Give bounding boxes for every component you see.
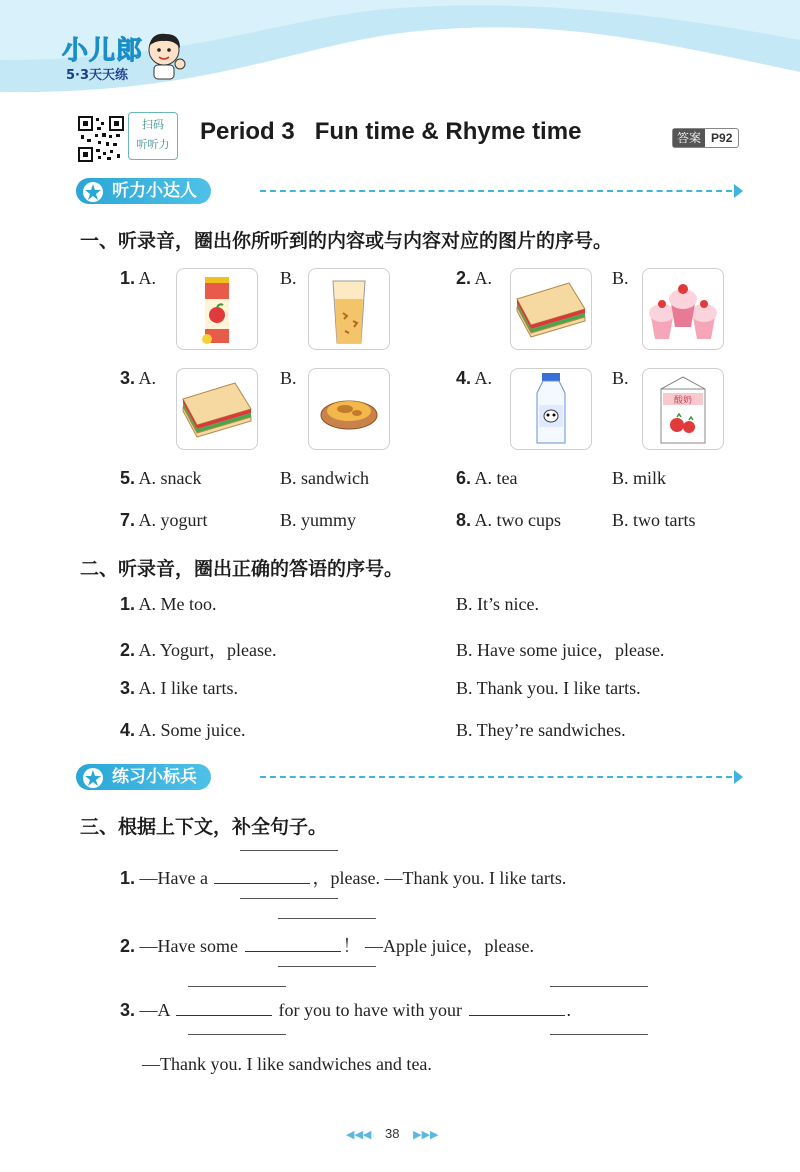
next-page-icon[interactable]: ▶▶▶ (413, 1129, 439, 1141)
p2-item-4-a[interactable]: 4. A. Some juice. (120, 720, 246, 740)
section-practice-title: 练习小标兵 (76, 764, 211, 790)
option-4b-yogurt-carton[interactable] (642, 368, 724, 450)
item-6-b[interactable]: B. milk (612, 468, 667, 488)
page-footer (346, 1126, 439, 1141)
arrow-right-icon (734, 184, 743, 198)
item-1b-label: B. (280, 268, 297, 288)
section-divider (260, 776, 732, 778)
option-2b-cupcakes[interactable] (642, 268, 724, 350)
option-1b-glass-of-tea[interactable] (308, 268, 390, 350)
section-listening-bar (76, 178, 746, 206)
item-3b-label: B. (280, 368, 297, 388)
answer-page-badge[interactable] (672, 128, 739, 148)
sentence-3-reply: —Thank you. I like sandwiches and tea. (142, 1054, 432, 1074)
p2-item-4-b[interactable]: B. They’re sandwiches. (456, 720, 626, 740)
option-1a-juice-box[interactable] (176, 268, 258, 350)
p2-item-2-b[interactable]: B. Have some juice，please. (456, 640, 665, 660)
egg-tart-icon (309, 369, 389, 449)
p2-item-3-b[interactable]: B. Thank you. I like tarts. (456, 678, 641, 698)
part3-heading: 三、根据上下文，补全句子。 (80, 816, 328, 838)
writing-guide-line (240, 898, 338, 899)
item-2b-label: B. (612, 268, 629, 288)
prev-page-icon[interactable]: ◀◀◀ (346, 1129, 372, 1141)
yogurt-carton-icon (643, 369, 723, 449)
blank-2-input[interactable] (245, 950, 341, 952)
writing-guide-line (278, 918, 376, 919)
star-icon (82, 767, 104, 789)
scan-to-listen-label (128, 112, 178, 160)
item-4-label: 4. A. (456, 368, 493, 388)
answer-label: 答案 (673, 129, 705, 147)
option-3a-sandwich[interactable] (176, 368, 258, 450)
item-4b-label: B. (612, 368, 629, 388)
p2-item-1-b[interactable]: B. It’s nice. (456, 594, 539, 614)
blank-1-input[interactable] (214, 882, 310, 884)
p2-item-3-a[interactable]: 3. A. I like tarts. (120, 678, 239, 698)
section-listening-title: 听力小达人 (76, 178, 211, 204)
item-5-a[interactable]: 5. A. snack (120, 468, 202, 488)
sandwich-icon (511, 269, 591, 349)
writing-guide-line (188, 1034, 286, 1035)
cupcakes-icon (643, 269, 723, 349)
brand-logo: 小儿郎 (62, 36, 144, 66)
p2-item-2-a[interactable]: 2. A. Yogurt，please. (120, 640, 277, 660)
part1-heading: 一、听录音，圈出你所听到的内容或与内容对应的图片的序号。 (80, 230, 613, 252)
writing-guide-line (550, 1034, 648, 1035)
glass-of-tea-icon (309, 269, 389, 349)
carton-label: 酸奶 (673, 396, 693, 406)
item-8-a[interactable]: 8. A. two cups (456, 510, 562, 530)
item-6-a[interactable]: 6. A. tea (456, 468, 518, 488)
sentence-2: 2. —Have some ！ —Apple juice，please. (120, 936, 534, 956)
section-practice-bar (76, 764, 746, 792)
arrow-right-icon (734, 770, 743, 784)
brand-subtitle: 5·3天天练 (66, 68, 129, 83)
scan-label-line2: 听听力 (136, 138, 170, 151)
option-2a-sandwich[interactable] (510, 268, 592, 350)
p2-item-1-a[interactable]: 1. A. Me too. (120, 594, 217, 614)
scan-label-line1: 扫码 (142, 118, 164, 131)
item-1-label: 1. A. (120, 268, 157, 288)
option-3b-egg-tart[interactable] (308, 368, 390, 450)
answer-page: P92 (711, 131, 733, 145)
writing-guide-line (240, 850, 338, 851)
writing-guide-line (188, 986, 286, 987)
page-title: Period 3 Fun time & Rhyme time (200, 118, 582, 145)
sandwich-icon (177, 369, 257, 449)
writing-guide-line (278, 966, 376, 967)
item-2-label: 2. A. (456, 268, 493, 288)
section-divider (260, 190, 732, 192)
sentence-1: 1. —Have a ，please. —Thank you. I like tarts. (120, 868, 567, 888)
mascot-boy-icon (140, 28, 188, 80)
item-7-b[interactable]: B. yummy (280, 510, 357, 530)
option-4a-milk-bottle[interactable] (510, 368, 592, 450)
blank-3a-input[interactable] (176, 1014, 272, 1016)
part2-heading: 二、听录音，圈出正确的答语的序号。 (80, 558, 404, 580)
star-icon (82, 181, 104, 203)
item-5-b[interactable]: B. sandwich (280, 468, 369, 488)
milk-bottle-icon (511, 369, 591, 449)
juice-box-icon (177, 269, 257, 349)
writing-guide-line (550, 986, 648, 987)
qr-code-icon[interactable] (78, 116, 124, 162)
item-7-a[interactable]: 7. A. yogurt (120, 510, 208, 530)
item-8-b[interactable]: B. two tarts (612, 510, 696, 530)
sentence-3: 3. —A for you to have with your . (120, 1000, 571, 1020)
blank-3b-input[interactable] (469, 1014, 565, 1016)
item-3-label: 3. A. (120, 368, 157, 388)
page-number: 38 (385, 1126, 400, 1141)
